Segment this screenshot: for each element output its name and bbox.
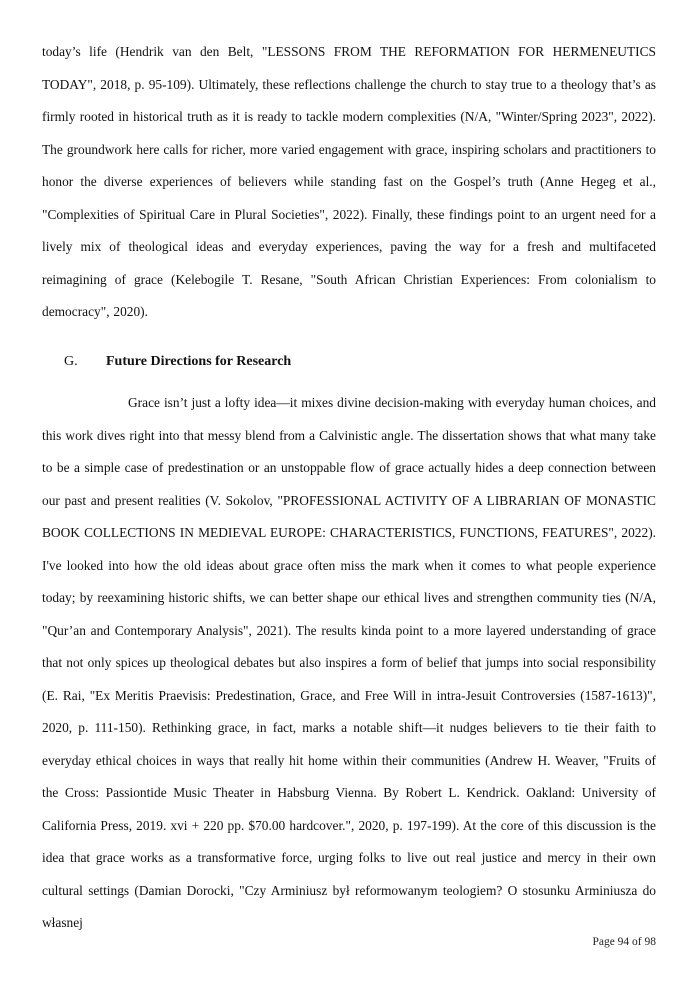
section-number: G. <box>64 354 78 369</box>
body-paragraph: today’s life (Hendrik van den Belt, "LESSONS FROM THE REFORMATION FOR HERMENEUTICS TODAY", 2018, p. 95-109). Ultimately, these reflections challenge the church to stay true to a theology that’s as firmly rooted in historical truth as it is ready to tackle modern complexities (N/A, "Winter/Spring 2023", 2022). The groundwork here calls for richer, more varied engagement with grace, inspiring scholars and practitioners to honor the diverse experiences of believers while standing fast on the Gospel’s truth (Anne Hegeg et al., "Complexities of Spiritual Care in Plural Societies", 2022). Finally, these findings point to an urgent need for a lively mix of theological ideas and everyday experiences, paving the way for a fresh and multifaceted reimagining of grace (Kelebogile T. Resane, "South African Christian Experiences: From colonialism to democracy", 2020). <box>42 44 656 319</box>
body-paragraph: Grace isn’t just a lofty idea—it mixes divine decision-making with everyday human choices, and this work dives right into that messy blend from a Calvinistic angle. The dissertation shows that what many take to be a simple case of predestination or an unstoppable flow of grace actually hides a deep connection between our past and present realities (V. Sokolov, "PROFESSIONAL ACTIVITY OF A LIBRARIAN OF MONASTIC BOOK COLLECTIONS IN MEDIEVAL EUROPE: CHARACTERISTICS, FUNCTIONS, FEATURES", 2022). I've looked into how the old ideas about grace often miss the mark when it comes to what people experience today; by reexamining historic shifts, we can better shape our ethical lives and strengthen community ties (N/A, "Qur’an and Contemporary Analysis", 2021). The results kinda point to a more layered understanding of grace that not only spices up theological debates but also inspires a form of belief that jumps into social responsibility (E. Rai, "Ex Meritis Praevisis: Predestination, Grace, and Free Will in intra-Jesuit Controversies (1587-1613)", 2020, p. 111-150). Rethinking grace, in fact, marks a notable shift—it nudges believers to tie their faith to everyday ethical choices in ways that really hit home within their communities (Andrew H. Weaver, "Fruits of the Cross: Passiontide Music Theater in Habsburg Vienna. By Robert L. Kendrick. Oakland: University of California Press, 2019. xvi + 220 pp. $70.00 hardcover.", 2020, p. 197-199). At the core of this discussion is the idea that grace works as a transformative force, urging folks to live out real justice and mercy in their own cultural settings (Damian Dorocki, "Czy Arminiusz był reformowanym teologiem? O stosunku Arminiusza do własnej <box>42 395 656 930</box>
section-heading <box>0 350 699 374</box>
page-number: Page 94 of 98 <box>592 936 656 948</box>
section-title: Future Directions for Research <box>106 354 292 369</box>
